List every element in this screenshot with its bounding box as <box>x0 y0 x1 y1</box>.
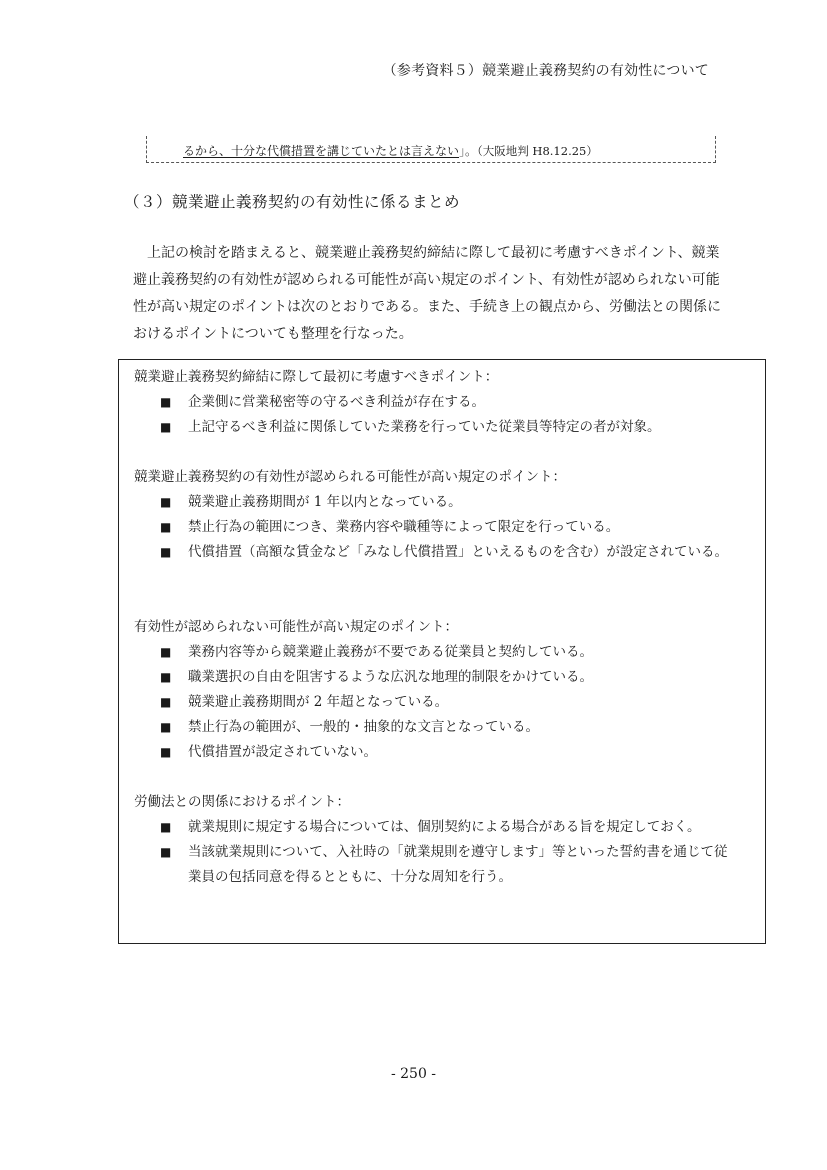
list-item <box>134 515 728 540</box>
square-bullet-icon: ■ <box>160 820 172 834</box>
summary-group-likely-invalid <box>134 615 734 765</box>
list-item-text: 業務内容等から競業避止義務が不要である従業員と契約している。 <box>188 644 593 660</box>
list-item <box>134 690 728 715</box>
list-item-text: 禁止行為の範囲につき、業務内容や職種等によって限定を行っている。 <box>188 519 620 535</box>
summary-box <box>118 359 766 944</box>
list-item <box>134 840 728 890</box>
quoted-excerpt <box>183 142 598 159</box>
list-item <box>134 390 728 415</box>
section-heading: （３）競業避止義務契約の有効性に係るまとめ <box>124 193 461 211</box>
list-item <box>134 540 728 565</box>
running-header: （参考資料５）競業避止義務契約の有効性について <box>382 63 709 79</box>
square-bullet-icon: ■ <box>160 495 172 509</box>
square-bullet-icon: ■ <box>160 845 172 859</box>
square-bullet-icon: ■ <box>160 695 172 709</box>
group-heading: 労働法との関係におけるポイント： <box>134 794 350 810</box>
list-item <box>134 815 728 840</box>
list-item-text: 代償措置（高額な賃金など「みなし代償措置」といえるものを含む）が設定されている。 <box>188 544 728 560</box>
page-number: - 250 - <box>390 1066 437 1082</box>
square-bullet-icon: ■ <box>160 745 172 759</box>
list-item-text: 企業側に営業秘密等の守るべき利益が存在する。 <box>188 394 485 410</box>
summary-group-likely-valid <box>134 465 734 565</box>
list-item-text: 禁止行為の範囲が、一般的・抽象的な文言となっている。 <box>188 719 539 735</box>
list-item-text: 上記守るべき利益に関係していた業務を行っていた従業員等特定の者が対象。 <box>188 419 661 435</box>
group-heading: 競業避止義務契約締結に際して最初に考慮すべきポイント： <box>134 369 499 385</box>
list-item-text: 競業避止義務期間が 1 年以内となっている。 <box>188 494 462 510</box>
list-item <box>134 640 728 665</box>
group-heading: 競業避止義務契約の有効性が認められる可能性が高い規定のポイント： <box>134 469 566 485</box>
summary-group-labor-law <box>134 790 734 890</box>
square-bullet-icon: ■ <box>160 720 172 734</box>
square-bullet-icon: ■ <box>160 395 172 409</box>
summary-group-initial-considerations <box>134 365 734 440</box>
list-item-text: 代償措置が設定されていない。 <box>188 744 377 760</box>
list-item-text: 職業選択の自由を阻害するような広汎な地理的制限をかけている。 <box>188 669 593 685</box>
square-bullet-icon: ■ <box>160 520 172 534</box>
intro-paragraph <box>133 240 728 348</box>
list-item <box>134 715 728 740</box>
quoted-text: るから、十分な代償措置を講じていたとは言えない <box>183 144 460 158</box>
list-item <box>134 665 728 690</box>
group-heading: 有効性が認められない可能性が高い規定のポイント： <box>134 619 458 635</box>
square-bullet-icon: ■ <box>160 670 172 684</box>
list-item-text: 競業避止義務期間が 2 年超となっている。 <box>188 694 449 710</box>
list-item-text: 就業規則に規定する場合については、個別契約による場合がある旨を規定しておく。 <box>188 819 701 835</box>
list-item <box>134 490 728 515</box>
quoted-excerpt-box <box>146 136 716 163</box>
list-item-text: 当該就業規則について、入社時の「就業規則を遵守します」等といった誓約書を通じて従業員の包括同意を得るとともに、十分な周知を行う。 <box>188 844 728 885</box>
square-bullet-icon: ■ <box>160 545 172 559</box>
list-item <box>134 415 728 440</box>
quote-closing: 」。 <box>459 144 478 158</box>
court-citation: （大阪地判 H8.12.25） <box>477 144 598 158</box>
intro-text: 上記の検討を踏まえると、競業避止義務契約締結に際して最初に考慮すべきポイント、競業避止義務契約の有効性が認められる可能性が高い規定のポイント、有効性が認められない可能性が高い規定のポイントは次のとおりである。また、手続き上の観点から、労働法との関係におけるポイントについても整理を行なった。 <box>133 245 721 342</box>
list-item <box>134 740 728 765</box>
square-bullet-icon: ■ <box>160 645 172 659</box>
square-bullet-icon: ■ <box>160 420 172 434</box>
